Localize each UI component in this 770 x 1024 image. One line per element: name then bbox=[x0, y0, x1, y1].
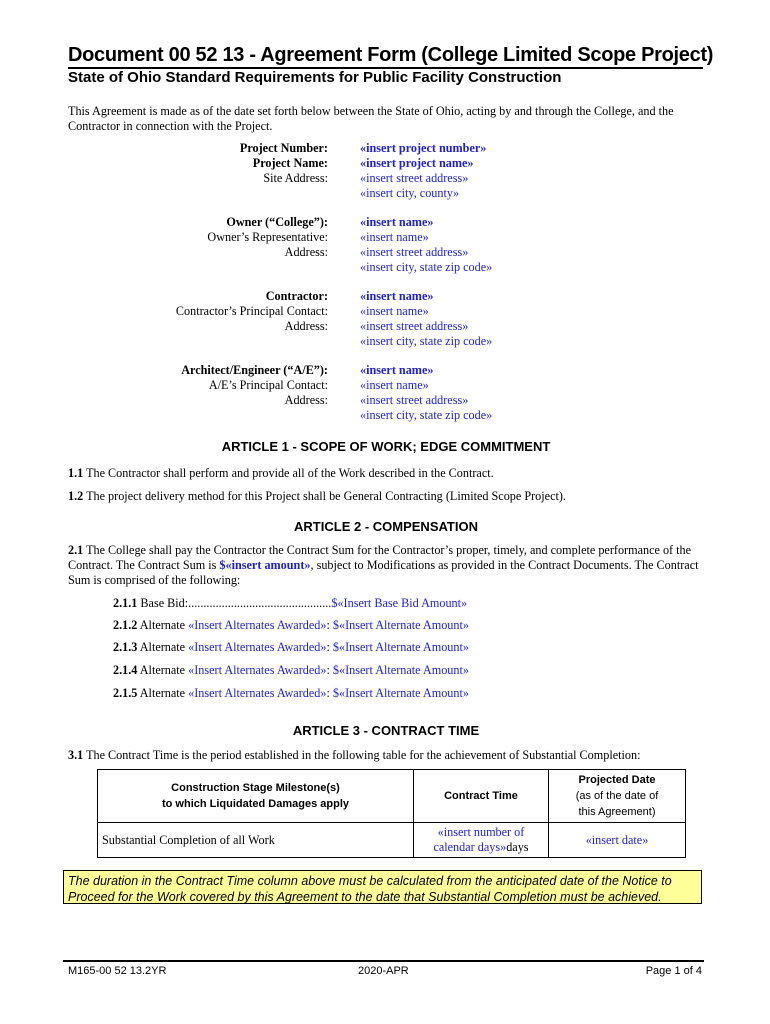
paragraph-text: The project delivery method for this Project shall be General Contracting (Limited Scope Project). bbox=[86, 489, 566, 503]
alternate-word: Alternate bbox=[139, 686, 186, 700]
item-number: 2.1.3 bbox=[113, 640, 138, 654]
alternates-awarded: «Insert Alternates Awarded» bbox=[188, 640, 327, 654]
project-number-value: «insert project number» bbox=[360, 141, 487, 155]
contractor-contact-label: Contractor’s Principal Contact: bbox=[175, 304, 328, 318]
alternate-amount: $«Insert Alternate Amount» bbox=[332, 663, 469, 677]
paragraph-number: 3.1 bbox=[68, 748, 84, 762]
contractor-city-value: «insert city, state zip code» bbox=[360, 334, 493, 348]
document-title: Document 00 52 13 - Agreement Form (College Limited Scope Project) bbox=[68, 44, 714, 66]
architect-street-value: «insert street address» bbox=[360, 393, 469, 407]
base-bid-value: $«Insert Base Bid Amount» bbox=[331, 596, 468, 610]
column-header-line: Construction Stage Milestone(s) bbox=[171, 782, 340, 794]
footer-page-number: Page 1 of 4 bbox=[645, 965, 702, 977]
column-header-line: to which Liquidated Damages apply bbox=[161, 798, 350, 810]
item-number: 2.1.1 bbox=[113, 596, 138, 610]
owner-city-value: «insert city, state zip code» bbox=[360, 260, 493, 274]
contract-time-placeholder: calendar days» bbox=[433, 840, 507, 854]
owner-rep-value: «insert name» bbox=[360, 230, 429, 244]
alternate-item: 2.1.3 Alternate «Insert Alternates Awarded»: $«Insert Alternate Amount» bbox=[113, 640, 469, 654]
site-address-label: Site Address: bbox=[263, 171, 328, 185]
column-header-subline: this Agreement) bbox=[578, 806, 656, 818]
architect-contact-label: A/E’s Principal Contact: bbox=[208, 378, 328, 392]
paragraph-text: The Contractor shall perform and provide all of the Work described in the Contract. bbox=[86, 466, 494, 480]
column-header-line: Contract Time bbox=[444, 790, 518, 802]
days-suffix: days bbox=[506, 840, 529, 854]
paragraph-1-1 bbox=[68, 466, 704, 481]
paragraph-text: The Contract Time is the period established in the following table for the achievement of Substantial Completion: bbox=[86, 748, 641, 762]
table-header-cell bbox=[549, 770, 686, 823]
alternate-amount: $«Insert Alternate Amount» bbox=[332, 618, 469, 632]
architect-address-label: Address: bbox=[284, 393, 328, 407]
site-city-value: «insert city, county» bbox=[360, 186, 460, 200]
paragraph-number: 1.2 bbox=[68, 489, 84, 503]
milestone-cell: Substantial Completion of all Work bbox=[98, 823, 414, 858]
contractor-address-label: Address: bbox=[284, 319, 328, 333]
item-number: 2.1.2 bbox=[113, 618, 138, 632]
owner-address-label: Address: bbox=[284, 245, 328, 259]
architect-name-value: «insert name» bbox=[360, 363, 434, 377]
table-header-row bbox=[98, 770, 686, 823]
article-3-heading: ARTICLE 3 - CONTRACT TIME bbox=[292, 723, 480, 738]
alternate-item: 2.1.5 Alternate «Insert Alternates Awarded»: $«Insert Alternate Amount» bbox=[113, 686, 469, 700]
paragraph-text: The College shall pay the Contractor the Contract Sum for the Contractor’s proper, timely, and complete performance of the Contract. The Contract Sum is bbox=[68, 543, 692, 572]
item-number: 2.1.4 bbox=[113, 663, 138, 677]
contractor-contact-value: «insert name» bbox=[360, 304, 429, 318]
intro-paragraph: This Agreement is made as of the date set forth below between the State of Ohio, acting by and through the College, and the Contractor in connection with the Project. bbox=[68, 104, 674, 133]
instruction-note: The duration in the Contract Time column above must be calculated from the anticipated date of the Notice to Proceed for the Work covered by this Agreement to the date that Substantial Completion must be achieved. bbox=[63, 870, 702, 904]
architect-contact-value: «insert name» bbox=[360, 378, 429, 392]
alternate-amount: $«Insert Alternate Amount» bbox=[332, 640, 469, 654]
contract-time-line bbox=[418, 840, 544, 855]
paragraph-2-1 bbox=[68, 543, 704, 588]
paragraph-1-2 bbox=[68, 489, 704, 504]
site-street-value: «insert street address» bbox=[360, 171, 469, 185]
alternate-item: 2.1.2 Alternate «Insert Alternates Awarded»: $«Insert Alternate Amount» bbox=[113, 618, 469, 632]
item-number: 2.1.5 bbox=[113, 686, 138, 700]
architect-label: Architect/Engineer (“A/E”): bbox=[181, 363, 328, 377]
article-2-heading: ARTICLE 2 - COMPENSATION bbox=[294, 519, 478, 534]
paragraph-3-1 bbox=[68, 748, 704, 763]
article-1-heading: ARTICLE 1 - SCOPE OF WORK; EDGE COMMITMENT bbox=[221, 439, 551, 454]
contractor-street-value: «insert street address» bbox=[360, 319, 469, 333]
table-header-cell bbox=[98, 770, 414, 823]
contract-amount-placeholder: $«insert amount» bbox=[219, 558, 311, 572]
table-header-cell bbox=[414, 770, 549, 823]
alternate-item: 2.1.4 Alternate «Insert Alternates Awarded»: $«Insert Alternate Amount» bbox=[113, 663, 469, 677]
paragraph-text: , subject to Modifications as provided in the Contract Documents. The Contract Sum is comprised of the following: bbox=[68, 558, 699, 587]
base-bid-label: Base Bid:............................................... bbox=[140, 596, 332, 610]
alternates-awarded: «Insert Alternates Awarded» bbox=[188, 618, 327, 632]
owner-rep-label: Owner’s Representative: bbox=[207, 230, 328, 244]
owner-label: Owner (“College”): bbox=[226, 215, 328, 229]
alternate-word: Alternate bbox=[139, 640, 186, 654]
contractor-name-value: «insert name» bbox=[360, 289, 434, 303]
contractor-label: Contractor: bbox=[265, 289, 328, 303]
column-header-subline: (as of the date of bbox=[575, 790, 659, 802]
owner-street-value: «insert street address» bbox=[360, 245, 469, 259]
table-row bbox=[98, 823, 686, 858]
projected-date-cell: «insert date» bbox=[549, 823, 686, 858]
project-name-label: Project Name: bbox=[252, 156, 328, 170]
footer-rule bbox=[63, 960, 704, 962]
alternate-word: Alternate bbox=[139, 663, 186, 677]
footer-date: 2020-APR bbox=[358, 965, 409, 977]
alternates-awarded: «Insert Alternates Awarded» bbox=[188, 686, 327, 700]
alternate-amount: $«Insert Alternate Amount» bbox=[332, 686, 469, 700]
column-header-line: Projected Date bbox=[578, 774, 656, 786]
architect-city-value: «insert city, state zip code» bbox=[360, 408, 493, 422]
alternates-awarded: «Insert Alternates Awarded» bbox=[188, 663, 327, 677]
alternate-word: Alternate bbox=[139, 618, 186, 632]
paragraph-number: 2.1 bbox=[68, 543, 84, 557]
project-name-value: «insert project name» bbox=[360, 156, 474, 170]
contract-time-placeholder: «insert number of bbox=[437, 825, 525, 839]
base-bid-item bbox=[113, 596, 467, 611]
paragraph-number: 1.1 bbox=[68, 466, 84, 480]
document-subtitle: State of Ohio Standard Requirements for Public Facility Construction bbox=[68, 69, 562, 86]
contract-time-table bbox=[97, 769, 686, 858]
contract-time-cell bbox=[414, 823, 549, 858]
project-number-label: Project Number: bbox=[239, 141, 328, 155]
footer-document-id: M165-00 52 13.2YR bbox=[68, 965, 167, 977]
owner-name-value: «insert name» bbox=[360, 215, 434, 229]
